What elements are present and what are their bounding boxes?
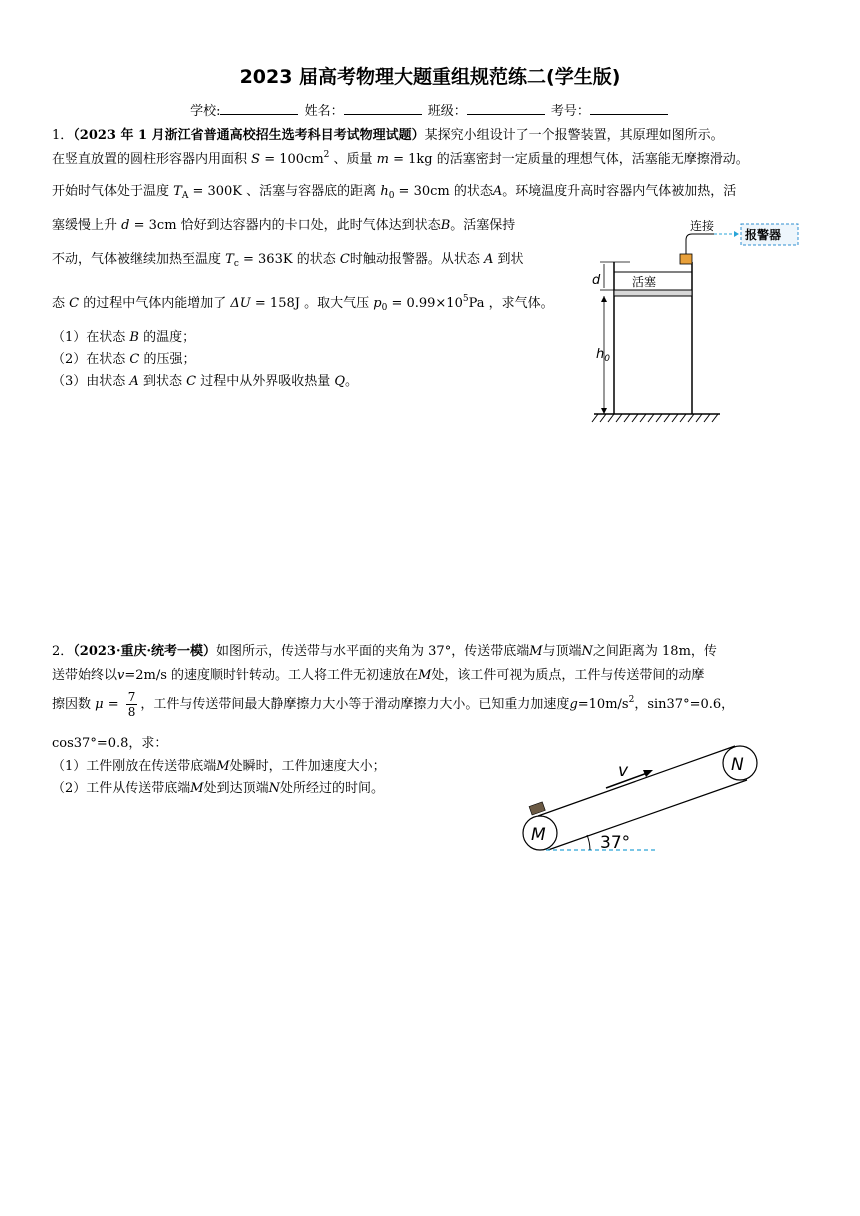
angle-label: 37°	[600, 833, 631, 853]
value-dU: = 158J	[250, 296, 300, 311]
q1-text: （3）由状态	[52, 374, 126, 389]
class-blank[interactable]	[467, 102, 545, 115]
symbol-Tc: T	[225, 252, 234, 267]
q2-text: 处，该工件可视为质点，工件与传送带间的动摩	[431, 668, 705, 683]
value-d: = 3cm	[129, 218, 177, 233]
h0-label: $h_0$	[596, 347, 610, 364]
angle-arc	[587, 835, 590, 850]
q1-text: 塞缓慢上升	[52, 218, 118, 233]
symbol-S: S	[251, 152, 261, 167]
q1-text: ，求气体。	[488, 296, 554, 311]
piston	[614, 290, 692, 296]
school-label: 学校:	[190, 104, 221, 119]
q1-text: 的温度；	[143, 330, 196, 345]
connect-label: 连接	[690, 219, 715, 233]
q2-line-3	[52, 690, 734, 719]
exam-no-label: 考号：	[550, 104, 590, 119]
symbol-C: C	[339, 252, 350, 267]
q2-text: 如图所示，传送带与水平面的夹角为 37°，传送带底端	[216, 644, 530, 659]
q1-text: （1）在状态	[52, 330, 126, 345]
q1-text: 的过程中气体内能增加了	[83, 296, 227, 311]
q1-text: 、质量	[333, 152, 373, 167]
symbol-C: C	[186, 374, 197, 389]
q2-text: 与顶端	[542, 644, 582, 659]
value-S: = 100cm	[260, 152, 324, 167]
symbol-p0: p	[373, 296, 382, 311]
q1-source: （2023 年 1 月浙江省普通高校招生选考科目考试物理试题）	[73, 128, 425, 143]
value-h0: = 30cm	[394, 184, 450, 199]
q1-subquestion-2	[52, 348, 196, 367]
q1-text: 。活塞保持	[450, 218, 516, 233]
value-TA: = 300K	[188, 184, 243, 199]
q2-line-1	[52, 640, 717, 659]
q1-number: 1．	[52, 128, 74, 143]
q2-figure-conveyor	[510, 740, 780, 860]
belt-bottom	[548, 780, 747, 850]
symbol-C: C	[69, 296, 80, 311]
symbol-N: N	[581, 644, 593, 659]
q2-text: 送带始终以	[52, 668, 118, 683]
q1-text: 的活塞密封一定质量的理想气体，活塞能无摩擦滑动。	[436, 152, 749, 167]
ground-hatch	[592, 414, 718, 422]
symbol-N: N	[268, 781, 280, 796]
q1-text: 过程中从外界吸收热量	[200, 374, 331, 389]
connect-wire	[686, 234, 714, 254]
q2-text: 处到达顶端	[203, 781, 269, 796]
q1-text: 不动，气体被继续加热至温度	[52, 252, 222, 267]
q1-text: 。	[345, 374, 359, 389]
q2-text: =	[103, 697, 119, 712]
symbol-dU: ΔU	[230, 296, 251, 311]
value-Tc: = 363K	[238, 252, 293, 267]
q1-text: （2）在状态	[52, 352, 126, 367]
q1-text: 某探究小组设计了一个报警装置，其原理如图所示。	[424, 128, 724, 143]
q1-text: 开始时气体处于温度	[52, 184, 170, 199]
q2-line-4: cos37°=0.8，求：	[52, 736, 168, 751]
q1-subquestion-3	[52, 370, 358, 389]
q1-text: 。环境温度升高时容器内气体被加热，活	[502, 184, 737, 199]
q2-text: 擦因数	[52, 697, 92, 712]
label-N: N	[731, 755, 744, 775]
symbol-v: v	[117, 668, 125, 683]
page-title: 2023 届高考物理大题重组规范练二(学生版)	[239, 66, 621, 88]
value-m: = 1kg	[389, 152, 433, 167]
q2-line-2	[52, 664, 704, 683]
q2-subquestion-2	[52, 777, 384, 796]
q2-text: =2m/s 的速度顺时针转动。工人将工件无初速放在	[124, 668, 419, 683]
symbol-A: A	[492, 184, 503, 199]
q1-figure-container	[582, 210, 832, 430]
exam-no-blank[interactable]	[590, 102, 668, 115]
q2-text: 处所经过的时间。	[279, 781, 384, 796]
unit-pa: Pa	[468, 296, 485, 311]
student-info-line	[0, 100, 860, 119]
symbol-B: B	[440, 218, 451, 233]
q1-text: 的状态	[453, 184, 493, 199]
q1-text: 到状	[497, 252, 524, 267]
subscript: 0	[388, 191, 395, 201]
symbol-A: A	[483, 252, 494, 267]
symbol-Q: Q	[334, 374, 346, 389]
q2-text: ，sin37°=0.6，	[634, 697, 735, 712]
q1-text: 。取大气压	[304, 296, 370, 311]
d-label: d	[592, 273, 601, 288]
symbol-M: M	[418, 668, 432, 683]
q1-subquestion-1	[52, 326, 195, 345]
q2-text: （1）工件刚放在传送带底端	[52, 759, 217, 774]
symbol-g: g	[569, 697, 578, 712]
q2-subquestion-1	[52, 755, 386, 774]
piston-label: 活塞	[632, 275, 657, 289]
q1-text: 时触动报警器。从状态	[349, 252, 480, 267]
q2-source: （2023·重庆·统考一模）	[73, 644, 217, 659]
subscript: c	[233, 259, 239, 269]
q1-line-3	[52, 180, 736, 201]
q2-number: 2．	[52, 644, 74, 659]
subscript: A	[181, 191, 189, 201]
exponent: 2	[628, 695, 635, 705]
q1-text: 到状态	[142, 374, 182, 389]
q1-line-5	[52, 248, 524, 269]
class-label: 班级：	[427, 104, 467, 119]
q1-text: 态	[52, 296, 66, 311]
q1-text: 在竖直放置的圆柱形容器内用面积	[52, 152, 248, 167]
arrow-icon	[734, 231, 739, 237]
name-label: 姓名：	[304, 104, 344, 119]
q2-text: =10m/s	[577, 697, 629, 712]
workpiece-block	[529, 802, 545, 815]
fraction-numerator: 7	[127, 690, 136, 704]
symbol-A: A	[129, 374, 139, 389]
alarm-label: 报警器	[745, 228, 782, 242]
symbol-M: M	[190, 781, 204, 796]
name-blank[interactable]	[344, 102, 422, 115]
q1-text: 的压强；	[143, 352, 196, 367]
label-M: M	[531, 825, 546, 845]
q1-line-4	[52, 214, 515, 233]
q1-text: 的状态	[296, 252, 336, 267]
q2-text: ，工件与传送带间最大静摩擦力大小等于滑动摩擦力大小。已知重力加速度	[140, 697, 570, 712]
q1-text: 、活塞与容器底的距离	[246, 184, 377, 199]
arrow-up-icon	[601, 296, 607, 302]
q2-text: 处瞬时，工件加速度大小；	[229, 759, 386, 774]
symbol-d: d	[121, 218, 130, 233]
symbol-h0: h	[380, 184, 389, 199]
symbol-M: M	[216, 759, 230, 774]
symbol-C: C	[129, 352, 140, 367]
q1-text: 恰好到达容器内的卡口处，此时气体达到状态	[180, 218, 441, 233]
exponent: 5	[462, 294, 469, 304]
q2-text: （2）工件从传送带底端	[52, 781, 191, 796]
symbol-B: B	[129, 330, 139, 345]
value-p0: = 0.99×10	[387, 296, 463, 311]
belt-top	[538, 746, 735, 816]
subscript: 0	[381, 303, 388, 313]
symbol-TA: T	[173, 184, 182, 199]
q1-line-2	[52, 148, 749, 167]
school-blank[interactable]	[220, 102, 298, 115]
q1-line-6	[52, 292, 554, 313]
exponent: 2	[323, 150, 330, 160]
q2-text: 之间距离为 18m，传	[592, 644, 717, 659]
label-v: v	[618, 761, 629, 781]
symbol-M: M	[529, 644, 543, 659]
symbol-mu: μ	[95, 697, 104, 712]
symbol-m: m	[376, 152, 389, 167]
fraction-mu	[126, 690, 138, 719]
arrow-down-icon	[601, 408, 607, 414]
q1-line-1	[52, 124, 724, 143]
fraction-denominator: 8	[127, 705, 136, 719]
trigger-block	[680, 254, 692, 264]
